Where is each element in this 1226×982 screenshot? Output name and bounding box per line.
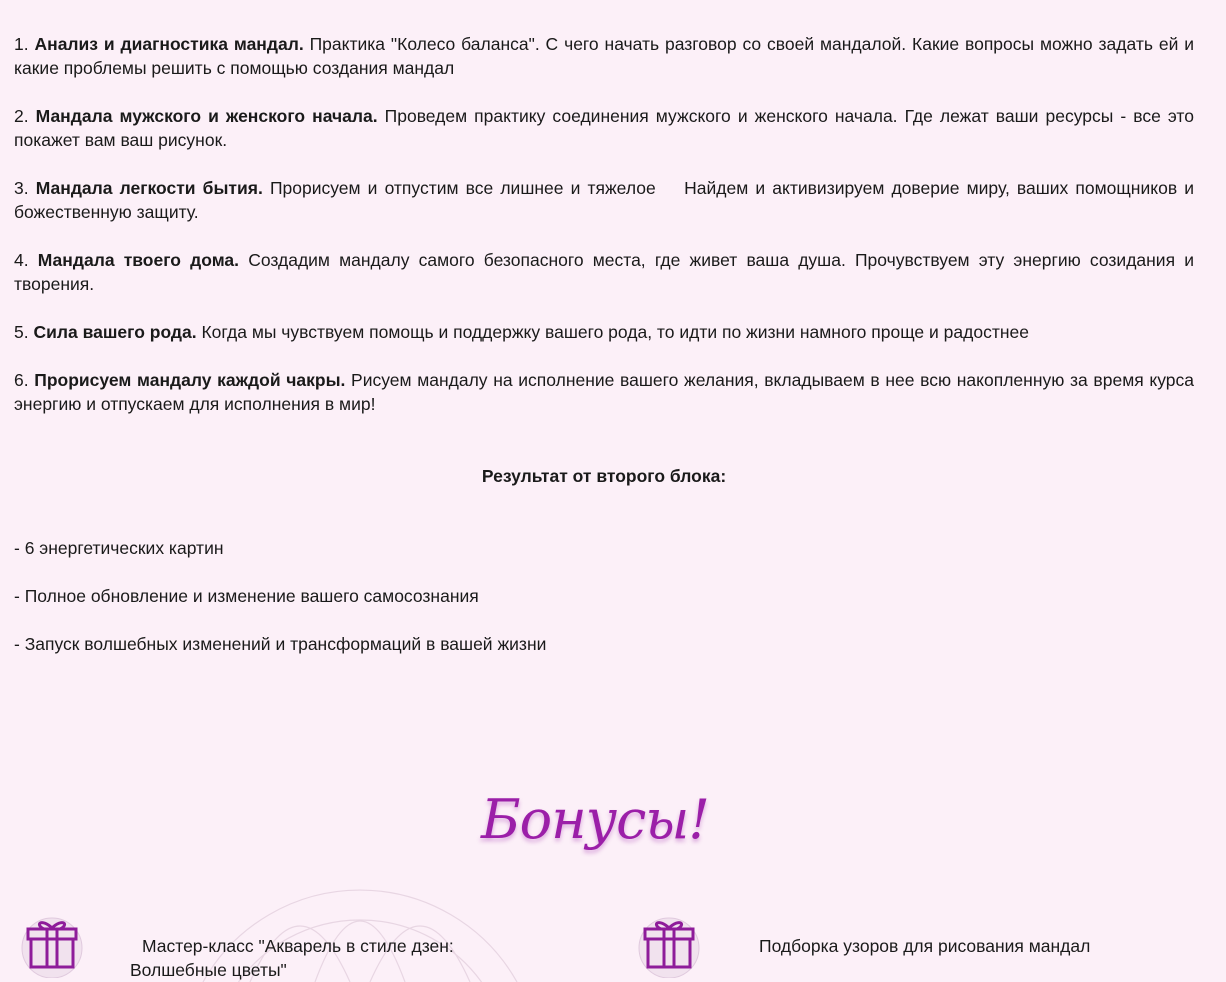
- program-item-3: [14, 176, 1199, 224]
- item-number: 3.: [14, 178, 36, 198]
- item-title: Сила вашего рода.: [33, 322, 197, 342]
- item-text: Создадим мандалу самого безопасного места, где живет ваша душа. Прочувствуем эту энергию созидания и творения.: [14, 250, 1194, 294]
- item-text: Рисуем мандалу на исполнение вашего желания, вкладываем в нее всю накопленную за время курса энергию и отпускаем для исполнения в мир!: [14, 370, 1194, 414]
- item-title: Мандала мужского и женского начала.: [35, 106, 378, 126]
- result-item: - Полное обновление и изменение вашего самосознания: [14, 586, 479, 606]
- item-number: 4.: [14, 250, 38, 270]
- item-number: 2.: [14, 106, 36, 126]
- results-list: [14, 536, 1194, 656]
- bonus-title: Бонусы!: [480, 788, 709, 851]
- item-text: Когда мы чувствуем помощь и поддержку вашего рода, то идти по жизни намного проще и радостнее: [196, 322, 1029, 342]
- item-title: Мандала легкости бытия.: [35, 178, 263, 198]
- item-number: 5.: [14, 322, 34, 342]
- program-item-5: [14, 320, 1194, 344]
- program-item-6: [14, 368, 1194, 416]
- gift-icon: [20, 914, 84, 978]
- result-item: - Запуск волшебных изменений и трансформаций в вашей жизни: [14, 634, 547, 654]
- item-title: Анализ и диагностика мандал.: [34, 34, 304, 54]
- item-text: Проведем практику соединения мужского и женского начала. Где лежат ваши ресурсы - все это покажет вам ваш рисунок.: [14, 106, 1194, 150]
- bonus-item-1: Мастер-класс "Акварель в стиле дзен: Волшебные цветы": [130, 936, 454, 980]
- item-title: Прорисуем мандалу каждой чакры.: [34, 370, 346, 390]
- program-content: [14, 32, 1199, 656]
- program-item-2: [14, 104, 1194, 152]
- item-text: Прорисуем и отпустим все лишнее и тяжелое Найдем и активизируем доверие миру, ваших помощников и божественную защиту.: [14, 178, 1199, 222]
- program-item-4: [14, 248, 1194, 296]
- bonus-item-2: Подборка узоров для рисования мандал: [759, 936, 1091, 956]
- result-title: Результат от второго блока:: [481, 466, 727, 486]
- gift-icon: [637, 914, 701, 978]
- item-number: 1.: [14, 34, 35, 54]
- item-title: Мандала твоего дома.: [37, 250, 240, 270]
- item-number: 6.: [14, 370, 35, 390]
- program-item-1: [14, 32, 1194, 80]
- item-text: Практика "Колесо баланса". С чего начать разговор со своей мандалой. Какие вопросы можно задать ей и какие проблемы решить с помощью создания мандал: [14, 34, 1195, 78]
- result-item: - 6 энергетических картин: [14, 538, 224, 558]
